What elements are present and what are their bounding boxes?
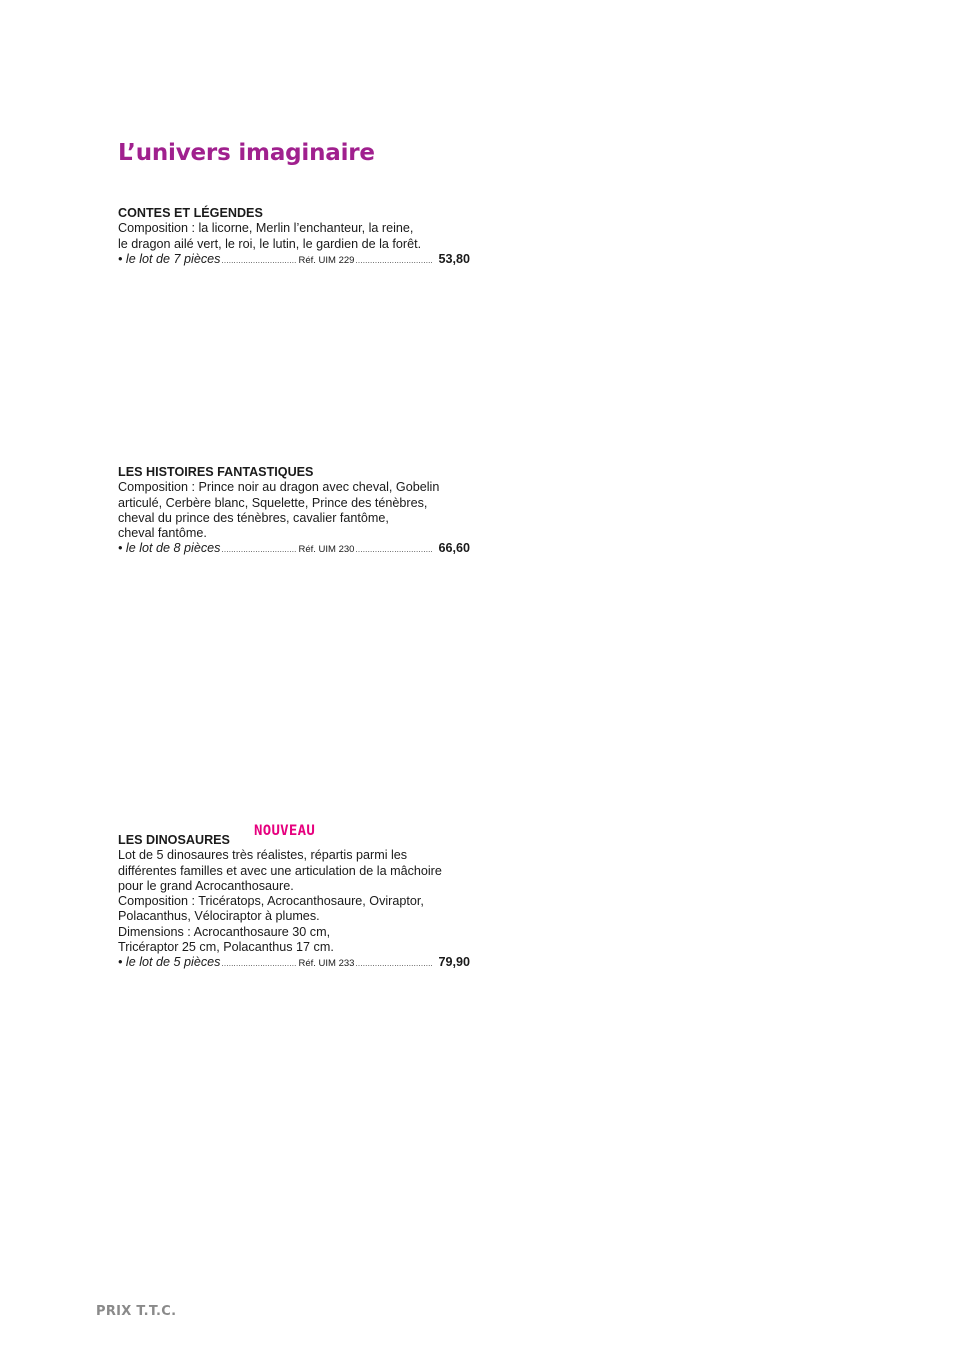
dot-leader [355,542,431,557]
product-ref: Réf. UIM 233 [298,958,355,970]
dot-leader [221,956,297,971]
product-name: CONTES ET LÉGENDES [118,206,263,220]
product-price: 79,90 [438,955,471,970]
new-badge: NOUVEAU [254,823,316,839]
lot-label: • le lot de 5 pièces [118,955,221,970]
dot-leader [355,253,431,268]
footer-price-note: PRIX T.T.C. [96,1304,177,1319]
product-price: 53,80 [438,251,471,266]
product-description: Composition : la licorne, Merlin l’enchanteur, la reine, le dragon ailé vert, le roi, le lutin, le gardien de la forêt. [118,221,422,251]
product-description: Lot de 5 dinosaures très réalistes, répartis parmi les différentes familles et avec une articulation de la mâchoire pour le grand Acrocanthosaure. Composition : Tricératops, Acrocanthosaure, Oviraptor, Polacanthus, Vélociraptor à plumes. Dimensions : Acrocanthosaure 30 cm, Tricéraptor 25 cm, Polacanthus 17 cm. [118,848,442,955]
price-line [118,955,470,971]
product-name: LES DINOSAURES [118,833,230,847]
dot-leader [221,253,297,268]
product-contes-et-legendes [118,206,470,268]
product-dinosaures [118,833,470,972]
lot-label: • le lot de 7 pièces [118,251,221,266]
product-name: LES HISTOIRES FANTASTIQUES [118,465,314,479]
price-line [118,541,470,557]
price-line [118,252,470,268]
dot-leader [221,542,297,557]
page-title: L’univers imaginaire [118,140,375,166]
product-price: 66,60 [438,541,471,556]
product-ref: Réf. UIM 229 [298,254,355,266]
dot-leader [355,956,431,971]
product-histoires-fantastiques [118,465,470,558]
lot-label: • le lot de 8 pièces [118,541,221,556]
product-ref: Réf. UIM 230 [298,544,355,556]
product-description: Composition : Prince noir au dragon avec cheval, Gobelin articulé, Cerbère blanc, Squelette, Prince des ténèbres, cheval du prince des ténèbres, cavalier fantôme, cheval fantôme. [118,480,440,541]
